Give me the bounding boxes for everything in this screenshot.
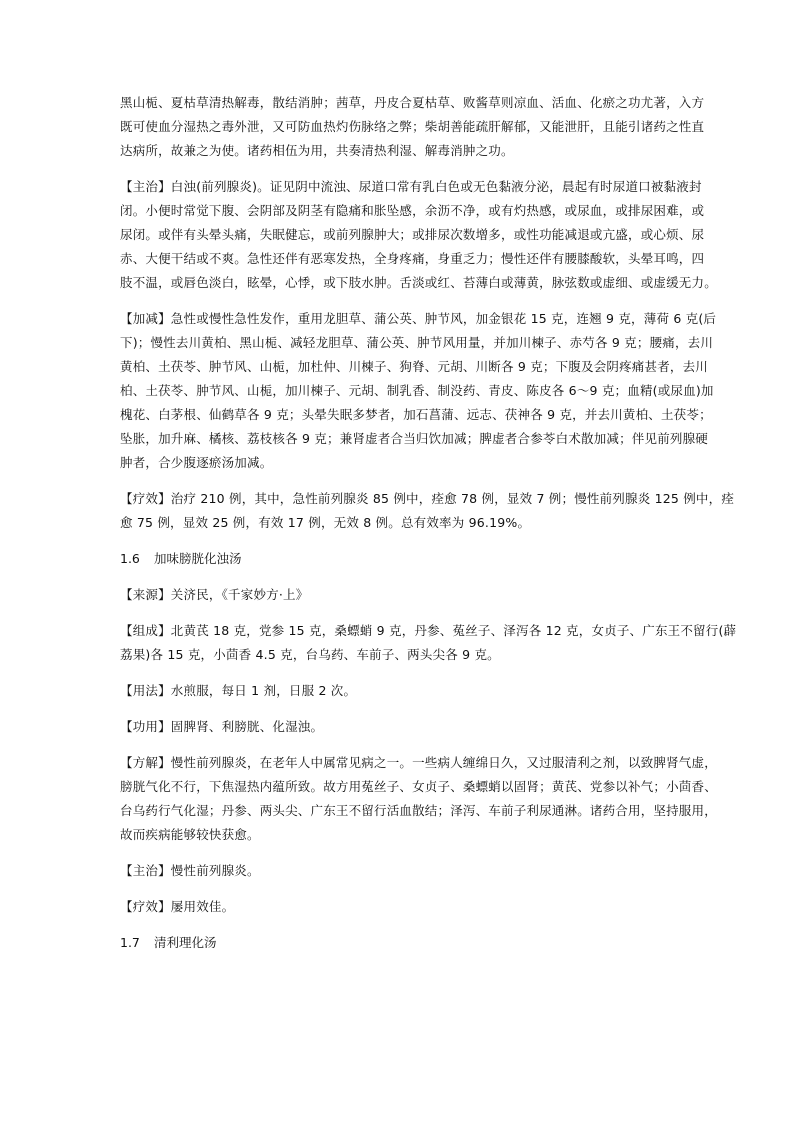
text-line: 愈 75 例，显效 25 例，有效 17 例，无效 8 例。总有效率为 96.19%。	[120, 515, 531, 530]
text-line: 【组成】北黄芪 18 克，党参 15 克，桑螵蛸 9 克，丹参、菟丝子、泽泻各 12 克，女贞子、广东王不留行(薜	[120, 623, 737, 638]
document-page	[120, 91, 737, 967]
text-line: 坠胀，加升麻、橘核、荔枝核各 9 克；兼肾虚者合当归饮加减；脾虚者合参苓白术散加减；伴见前列腺硬	[120, 431, 709, 446]
text-line: 荔果)各 15 克，小茴香 4.5 克，台乌药、车前子、两头尖各 9 克。	[120, 647, 500, 662]
text-line: 尿闭。或伴有头晕头痛，失眠健忘，或前列腺肿大；或排尿次数增多，或性功能减退或亢盛，或心烦、尿	[120, 227, 705, 242]
paragraph	[120, 91, 705, 163]
paragraph	[120, 859, 680, 883]
text-line: 【疗效】屡用效佳。	[120, 899, 235, 914]
paragraph	[120, 619, 737, 667]
section-title: 清利理化汤	[153, 935, 217, 950]
text-line: 【功用】固脾肾、利膀胱、化湿浊。	[120, 719, 324, 734]
paragraph	[120, 487, 735, 535]
paragraph	[120, 895, 680, 919]
text-line: 膀胱气化不行，下焦湿热内蕴所致。故方用菟丝子、女贞子、桑螵蛸以固肾；黄芪、党参以补气；小茴香、	[120, 779, 717, 794]
text-line: 【疗效】治疗 210 例，其中，急性前列腺炎 85 例中，痊愈 78 例，显效 7 例；慢性前列腺炎 125 例中，痊	[120, 491, 735, 506]
text-line: 【主治】慢性前列腺炎。	[120, 863, 260, 878]
text-line: 黄柏、土茯苓、肿节风、山栀，加杜仲、川楝子、狗脊、元胡、川断各 9 克；下腹及会阴疼痛甚者，去川	[120, 359, 709, 374]
paragraph	[120, 715, 680, 739]
section-title: 加味膀胱化浊汤	[153, 551, 242, 566]
text-line: 故而疾病能够较快获愈。	[120, 827, 260, 842]
section-1-6-body	[120, 583, 737, 919]
text-line: 赤、大便干结或不爽。急性还伴有恶寒发热，全身疼痛，身重乏力；慢性还伴有腰膝酸软，头晕耳鸣，四	[120, 251, 705, 266]
text-line: 槐花、白茅根、仙鹤草各 9 克；头晕失眠多梦者，加石菖蒲、远志、茯神各 9 克，并去川黄柏、土茯苓；	[120, 407, 712, 422]
section-number: 1.6	[120, 551, 140, 566]
paragraph	[120, 751, 717, 847]
text-line: 【主治】白浊(前列腺炎)。证见阴中流浊、尿道口常有乳白色或无色黏液分泌，晨起有时尿道口被黏液封	[120, 179, 702, 194]
text-line: 下)；慢性去川黄柏、黑山栀、减轻龙胆草、蒲公英、肿节风用量，并加川楝子、赤芍各 9 克；腰痛，去川	[120, 335, 714, 350]
paragraph	[120, 307, 717, 475]
text-line: 肢不温，或唇色淡白，眩晕，心悸，或下肢水肿。舌淡或红、苔薄白或薄黄，脉弦数或虚细、或虚缓无力。	[120, 275, 717, 290]
text-line: 【用法】水煎服，每日 1 剂，日服 2 次。	[120, 683, 357, 698]
text-line: 柏、土茯苓、肿节风、山栀，加川楝子、元胡、制乳香、制没药、青皮、陈皮各 6～9 克；血精(或尿血)加	[120, 383, 714, 398]
text-line: 【加减】急性或慢性急性发作，重用龙胆草、蒲公英、肿节风，加金银花 15 克，连翘 9 克，薄荷 6 克(后	[120, 311, 717, 326]
text-line: 台乌药行气化湿；丹参、两头尖、广东王不留行活血散结；泽泻、车前子利尿通淋。诸药合用，坚持服用，	[120, 803, 717, 818]
text-line: 既可使血分湿热之毒外泄，又可防血热灼伤脉络之弊；柴胡善能疏肝解郁，又能泄肝，且能引诸药之性直	[120, 119, 705, 134]
text-line: 黑山栀、夏枯草清热解毒，散结消肿；茜草，丹皮合夏枯草、败酱草则凉血、活血、化瘀之功尤著，入方	[120, 95, 705, 110]
text-line: 肿者，合少腹逐瘀汤加减。	[120, 455, 273, 470]
text-line: 【方解】慢性前列腺炎，在老年人中属常见病之一。一些病人缠绵日久，又过服清利之剂，以致脾肾气虚，	[120, 755, 717, 770]
paragraph	[120, 583, 680, 607]
text-line: 【来源】关济民，《千家妙方·上》	[120, 587, 309, 602]
paragraph	[120, 175, 717, 295]
text-line: 闭。小便时常觉下腹、会阴部及阴茎有隐痛和胀坠感，余沥不净，或有灼热感，或尿血，或排尿困难，或	[120, 203, 705, 218]
section-1-5-continuation	[120, 91, 735, 535]
section-number: 1.7	[120, 935, 140, 950]
section-heading-1-6	[120, 547, 680, 571]
section-heading-1-7	[120, 931, 680, 955]
text-line: 达病所，故兼之为使。诸药相伍为用，共奏清热利湿、解毒消肿之功。	[120, 143, 514, 158]
paragraph	[120, 679, 680, 703]
